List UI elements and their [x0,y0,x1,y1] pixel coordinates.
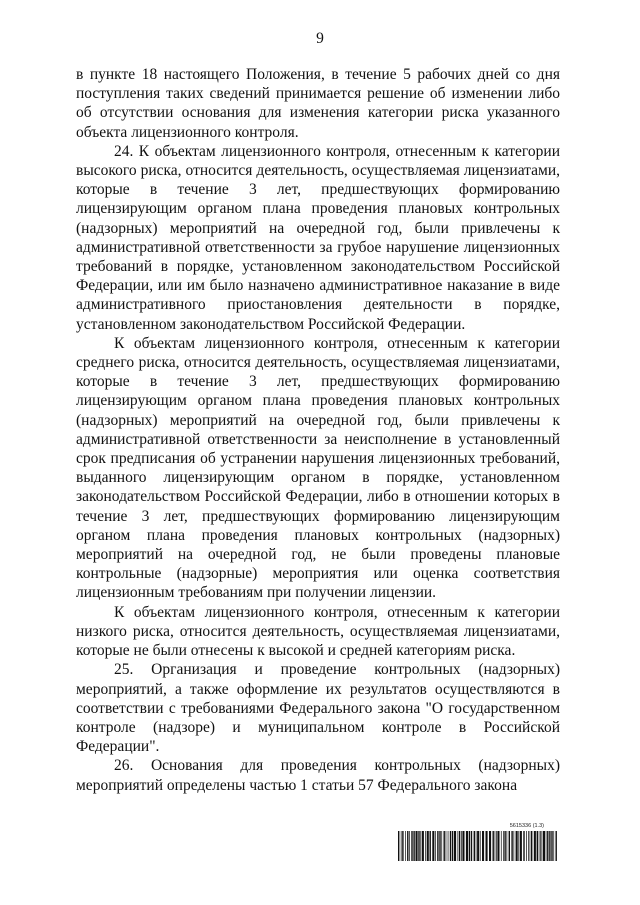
paragraph-item-24: 24. К объектам лицензионного контроля, отнесенным к категории высокого риска, относится деятельность, осуществляемая лицензиатами, которые в течение 3 лет, предшествующих формированию лицензирующим органом плана проведения плановых контрольных (надзорных) мероприятий на очередной год, были привлечены к административной ответственности за грубое нарушение лицензионных требований в порядке, установленном законодательством Российской Федерации, или им было назначено административное наказание в виде административного приостановления деятельности в порядке, установленном законодательством Российской Федерации. [76,142,560,333]
paragraph-low-risk: К объектам лицензионного контроля, отнесенным к категории низкого риска, относится деятельность, осуществляемая лицензиатами, которые не были отнесены к высокой и средней категориям риска. [76,603,560,660]
barcode-block [398,823,560,861]
barcode-image [398,831,558,861]
paragraph-item-26: 26. Основания для проведения контрольных (надзорных) мероприятий определены частью 1 статьи 57 Федерального закона [76,757,560,794]
barcode-code: 5615336 (1.3) [509,823,544,829]
paragraph-medium-risk: К объектам лицензионного контроля, отнесенным к категории среднего риска, относится деятельность, осуществляемая лицензиатами, которые в течение 3 лет, предшествующих формированию лицензирующим органом плана проведения плановых контрольных (надзорных) мероприятий на очередной год, были привлечены к административной ответственности за неисполнение в установленный срок предписания об устранении нарушения лицензионных требований, выданного лицензирующим органом в порядке, установленном законодательством Российской Федерации, либо в отношении которых в течение 3 лет, предшествующих формированию лицензирующим органом плана проведения плановых контрольных (надзорных) мероприятий на очередной год, не были проведены плановые контрольные (надзорные) мероприятия или оценка соответствия лицензионным требованиям при получении лицензии. [76,334,560,602]
paragraph-item-25: 25. Организация и проведение контрольных (надзорных) мероприятий, а также оформление их результатов осуществляются в соответствии с требованиями Федерального закона "О государственном контроле (надзоре) и муниципальном контроле в Российской Федерации". [76,661,560,756]
paragraph-continuation: в пункте 18 настоящего Положения, в течение 5 рабочих дней со дня поступления таких сведений принимается решение об изменении либо об отсутствии основания для изменения категории риска указанного объекта лицензионного контроля. [76,66,560,141]
document-body [76,65,560,795]
page-number: 9 [316,30,324,47]
